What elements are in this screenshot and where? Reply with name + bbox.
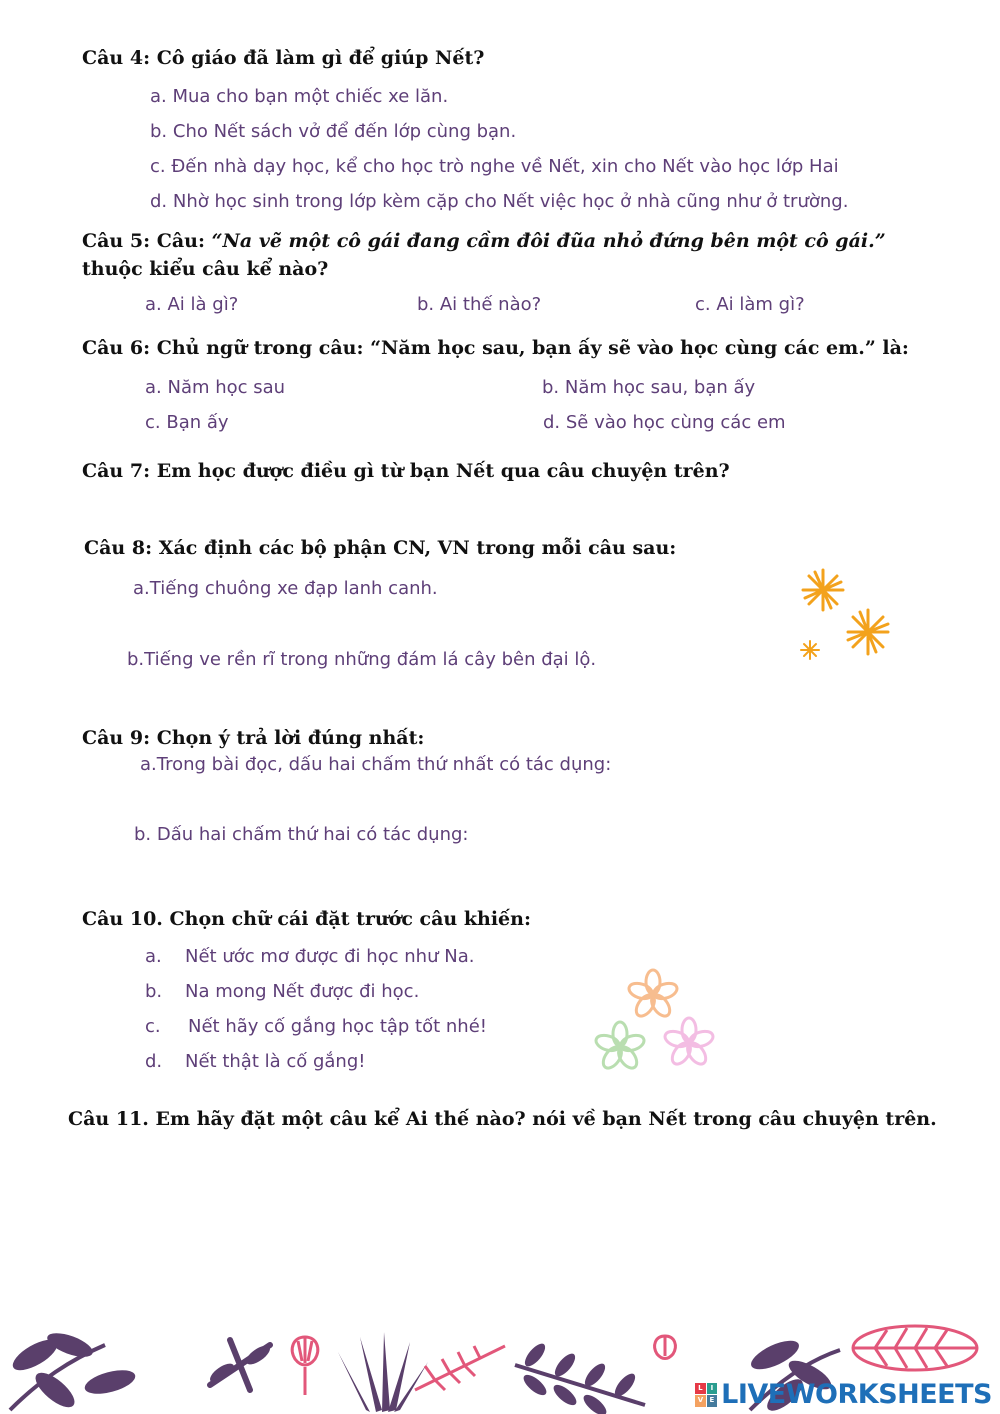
star-icon bbox=[803, 570, 843, 610]
flower-icon bbox=[627, 970, 679, 1019]
fern-leaf-icon bbox=[515, 1340, 645, 1414]
tulip-flower-icon bbox=[292, 1337, 318, 1395]
question-5-title bbox=[82, 227, 886, 255]
flower-icon bbox=[663, 1018, 715, 1067]
question-8-title: Câu 8: Xác định các bộ phận CN, VN trong mỗi câu sau: bbox=[84, 537, 677, 559]
question-5-title-line2: thuộc kiểu câu kể nào? bbox=[82, 258, 329, 280]
star-icon bbox=[801, 641, 819, 659]
question-5-option-b[interactable]: b. Ai thế nào? bbox=[417, 294, 542, 315]
question-5-option-a[interactable]: a. Ai là gì? bbox=[145, 294, 239, 315]
star-icon bbox=[848, 610, 888, 654]
question-10-option-d[interactable]: Nết thật là cố gắng! bbox=[185, 1051, 366, 1072]
question-5-prefix: Câu 5: Câu: bbox=[82, 230, 212, 252]
question-10-letter-d: d. bbox=[145, 1051, 163, 1072]
question-9-item-b: b. Dấu hai chấm thứ hai có tác dụng: bbox=[134, 824, 469, 845]
question-10-option-a[interactable]: Nết ước mơ được đi học như Na. bbox=[185, 946, 475, 967]
leaf-sprig-icon bbox=[207, 1340, 273, 1390]
pastel-flowers-decoration bbox=[585, 965, 725, 1085]
large-leaf-icon bbox=[853, 1326, 977, 1370]
question-11-title: Câu 11. Em hãy đặt một câu kể Ai thế nào? nói về bạn Nết trong câu chuyện trên. bbox=[68, 1108, 937, 1130]
question-5-quote: “Na vẽ một cô gái đang cầm đôi đũa nhỏ đứng bên một cô gái.” bbox=[211, 230, 886, 252]
leaf-branch-icon bbox=[8, 1328, 137, 1413]
question-9-item-a: a.Trong bài đọc, dấu hai chấm thứ nhất có tác dụng: bbox=[140, 754, 612, 775]
question-9-title: Câu 9: Chọn ý trả lời đúng nhất: bbox=[82, 727, 425, 749]
liveworksheets-logo-icon: L I V E bbox=[695, 1383, 717, 1407]
question-6-title: Câu 6: Chủ ngữ trong câu: “Năm học sau, bạn ấy sẽ vào học cùng các em.” là: bbox=[82, 337, 909, 359]
question-4-title: Câu 4: Cô giáo đã làm gì để giúp Nết? bbox=[82, 47, 485, 69]
question-4-option-c[interactable]: c. Đến nhà dạy học, kể cho học trò nghe về Nết, xin cho Nết vào học lớp Hai bbox=[150, 156, 839, 177]
question-6-option-d[interactable]: d. Sẽ vào học cùng các em bbox=[543, 412, 786, 433]
question-10-letter-b: b. bbox=[145, 981, 163, 1002]
question-7-title: Câu 7: Em học được điều gì từ bạn Nết qua câu chuyện trên? bbox=[82, 460, 730, 482]
question-10-letter-a: a. bbox=[145, 946, 162, 967]
star-flowers-decoration bbox=[795, 562, 900, 662]
question-10-option-c[interactable]: Nết hãy cố gắng học tập tốt nhé! bbox=[188, 1016, 488, 1037]
question-6-option-b[interactable]: b. Năm học sau, bạn ấy bbox=[542, 377, 756, 398]
liveworksheets-text: LIVEWORKSHEETS bbox=[721, 1379, 992, 1410]
tulip-flower-icon bbox=[655, 1336, 676, 1359]
question-4-option-d[interactable]: d. Nhờ học sinh trong lớp kèm cặp cho Nết việc học ở nhà cũng như ở trường. bbox=[150, 191, 849, 212]
flower-icon bbox=[594, 1022, 646, 1071]
question-8-item-a: a.Tiếng chuông xe đạp lanh canh. bbox=[133, 578, 438, 599]
question-8-item-b: b.Tiếng ve rền rĩ trong những đám lá cây bên đại lộ. bbox=[127, 649, 597, 670]
question-10-title: Câu 10. Chọn chữ cái đặt trước câu khiến: bbox=[82, 908, 531, 930]
grass-blades-icon bbox=[338, 1332, 428, 1412]
question-6-option-a[interactable]: a. Năm học sau bbox=[145, 377, 286, 398]
feather-arrow-icon bbox=[415, 1346, 505, 1390]
question-6-option-c[interactable]: c. Bạn ấy bbox=[145, 412, 229, 433]
liveworksheets-brand bbox=[695, 1379, 992, 1410]
question-4-option-b[interactable]: b. Cho Nết sách vở để đến lớp cùng bạn. bbox=[150, 121, 517, 142]
question-10-letter-c: c. bbox=[145, 1016, 161, 1037]
question-4-option-a[interactable]: a. Mua cho bạn một chiếc xe lăn. bbox=[150, 86, 449, 107]
question-10-option-b[interactable]: Na mong Nết được đi học. bbox=[185, 981, 420, 1002]
question-5-option-c[interactable]: c. Ai làm gì? bbox=[695, 294, 805, 315]
